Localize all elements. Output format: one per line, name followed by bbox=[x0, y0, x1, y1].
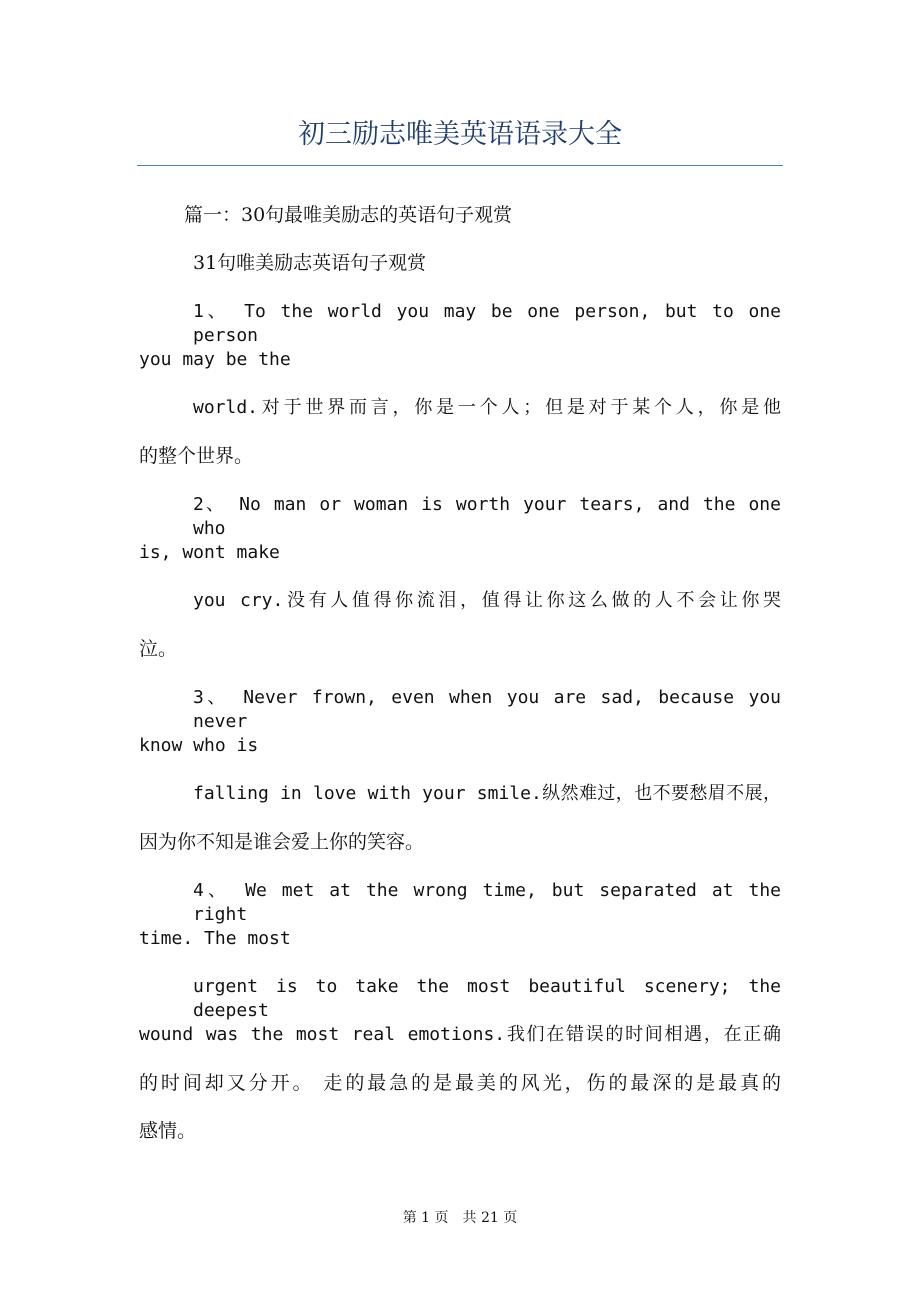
paragraph-line: 感情。 bbox=[139, 1120, 197, 1142]
paragraph-line: time. The most bbox=[139, 928, 291, 949]
paragraph-line: 4、 We met at the wrong time, but separated at the right bbox=[193, 880, 781, 925]
paragraph-line: falling in love with your smile.纵然难过，也不要愁眉不展， bbox=[193, 783, 781, 804]
paragraph-line: 2、 No man or woman is worth your tears, and the one who bbox=[193, 494, 781, 539]
paragraph-line: 3、 Never frown, even when you are sad, because you never bbox=[193, 687, 781, 732]
paragraph-line: you cry.没有人值得你流泪，值得让你这么做的人不会让你哭 bbox=[193, 590, 781, 611]
page-number-footer: 第 1 页 共 21 页 bbox=[402, 1210, 518, 1226]
paragraph-line: 1、 To the world you may be one person, but to one person bbox=[193, 301, 781, 346]
section-heading: 篇一：30句最唯美励志的英语句子观赏 bbox=[184, 204, 513, 226]
paragraph-line: 因为你不知是谁会爱上你的笑容。 bbox=[139, 831, 425, 853]
paragraph-line: 的时间却又分开。 走的最急的是最美的风光，伤的最深的是最真的 bbox=[139, 1072, 781, 1094]
document-title: 初三励志唯美英语语录大全 bbox=[298, 119, 622, 150]
paragraph-line: know who is bbox=[139, 735, 259, 756]
paragraph-line: urgent is to take the most beautiful scenery; the deepest bbox=[193, 976, 781, 1021]
paragraph-line: 泣。 bbox=[139, 638, 178, 660]
paragraph-line: 的整个世界。 bbox=[139, 445, 254, 467]
paragraph-line: world.对于世界而言，你是一个人；但是对于某个人，你是他 bbox=[193, 397, 781, 418]
title-divider bbox=[137, 165, 783, 166]
paragraph-line: wound was the most real emotions.我们在错误的时间相遇，在正确 bbox=[139, 1024, 781, 1045]
subheading: 31句唯美励志英语句子观赏 bbox=[193, 252, 427, 274]
paragraph-line: is, wont make bbox=[139, 542, 280, 563]
paragraph-line: you may be the bbox=[139, 349, 291, 370]
